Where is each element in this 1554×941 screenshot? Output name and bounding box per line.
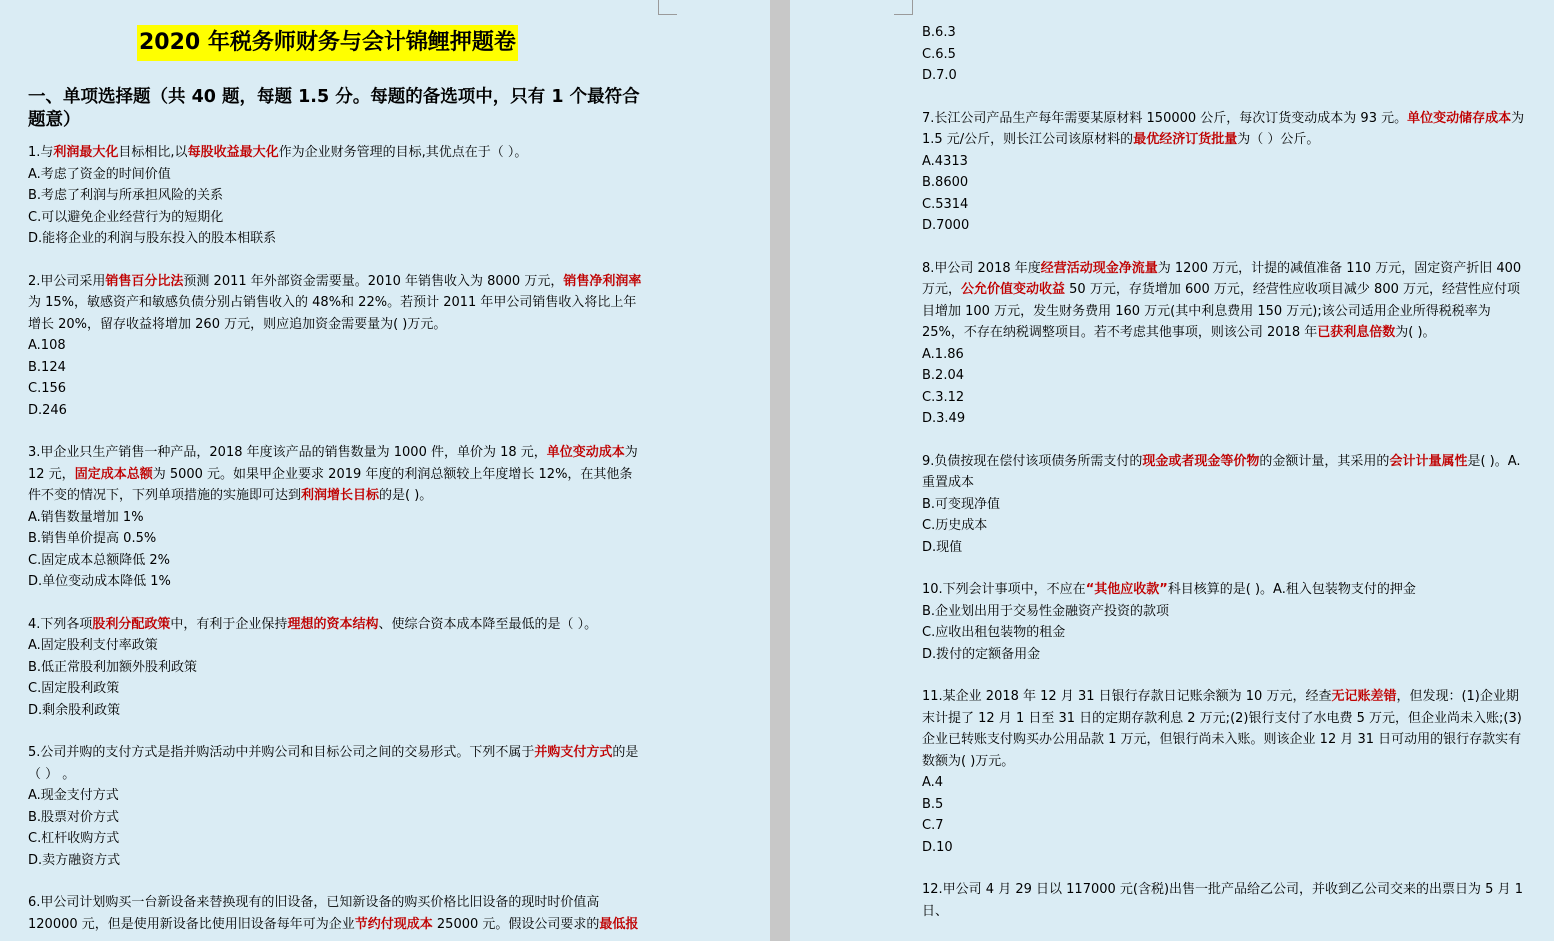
stem-text: 8.甲公司 2018 年度: [922, 260, 1041, 276]
answer-option: D.卖方融资方式: [28, 852, 121, 868]
stem-text: 中，有利于企业保持: [170, 616, 288, 632]
answer-option: C.156: [28, 381, 67, 396]
stem-text: 的金额计量，其采用的: [1259, 453, 1390, 469]
answer-option: B.企业划出用于交易性金融资产投资的款项: [922, 603, 1170, 619]
question-list-left: [28, 142, 643, 935]
stem-text: 预测 2011 年外部资金需要量。2010 年销售收入为 8000 万元，: [183, 273, 564, 289]
highlight-keyword: 单位变动储存成本: [1407, 110, 1512, 126]
answer-option: C.杠杆收购方式: [28, 831, 120, 846]
stem-text: 7.长江公司产品生产每年需要某原材料 150000 公斤，每次订货变动成本为 93 元。: [922, 110, 1408, 126]
highlight-keyword: 销售百分比法: [105, 273, 184, 289]
stem-text: 10.下列会计事项中，不应在: [922, 582, 1086, 597]
answer-option: A.销售数量增加 1%: [28, 509, 144, 525]
answer-option: D.7000: [922, 218, 970, 233]
stem-text: 的是( )。: [379, 488, 433, 503]
answer-option: C.应收出租包装物的租金: [922, 625, 1066, 640]
answer-option: A.1.86: [922, 346, 964, 362]
question-stem: [28, 892, 643, 935]
answer-option: D.3.49: [922, 411, 966, 426]
answer-option: D.单位变动成本降低 1%: [28, 574, 171, 589]
question-stem: [922, 451, 1530, 494]
question-list-right: [922, 22, 1530, 922]
stem-text: 为 1200 万元，计提的减值准备 110 万元，固定资产折旧 400 万元，: [922, 260, 1522, 297]
stem-text: 为（ ）公斤。: [1237, 132, 1320, 147]
stem-text: 为 1.5 元/公斤，则长江公司该原材料的: [922, 110, 1525, 147]
highlight-keyword: 现金或者现金等价物: [1142, 453, 1260, 469]
question-stem: [28, 271, 643, 336]
stem-text: 9.负债按现在偿付该项债务所需支付的: [922, 453, 1143, 469]
stem-text: 的是 （ ） 。: [28, 745, 639, 782]
answer-option: D.10: [922, 839, 953, 855]
highlight-keyword: “其他应收款”: [1085, 582, 1168, 597]
highlight-keyword: 无记账差错: [1331, 689, 1397, 704]
answer-option: C.7: [922, 818, 944, 833]
highlight-keyword: 单位变动成本: [546, 445, 625, 460]
highlight-keyword: 销售净利润率: [563, 273, 642, 289]
answer-option: D.现值: [922, 539, 963, 555]
highlight-keyword: 经营活动现金净流量: [1040, 260, 1158, 276]
answer-option: D.拨付的定额备用金: [922, 646, 1041, 662]
answer-option: C.6.5: [922, 46, 956, 62]
answer-option: B.可变现净值: [922, 496, 1001, 512]
answer-option: B.销售单价提高 0.5%: [28, 531, 157, 546]
answer-option: C.可以避免企业经营行为的短期化: [28, 209, 224, 225]
stem-text: 科目核算的是( )。A.租入包装物支付的押金: [1167, 582, 1416, 597]
question-stem: [922, 579, 1530, 601]
highlight-keyword: 固定成本总额: [74, 466, 153, 482]
stem-text: 3.甲企业只生产销售一种产品，2018 年度该产品的销售数量为 1000 件，单价为 18 元，: [28, 445, 547, 460]
answer-option: B.5: [922, 796, 944, 812]
answer-option: C.固定成本总额降低 2%: [28, 552, 170, 568]
highlight-keyword: 已获利息倍数: [1317, 325, 1396, 340]
highlight-keyword: 并购支付方式: [534, 745, 613, 760]
stem-text: 50 万元，存货增加 600 万元，经营性应收项目减少 800 万元，经营性应付项目增加 100 万元，发生财务费用 160 万元(其中利息费用 150 万元);该公司适用企业所得税税率为 25%，不存在纳税调整项目。若不考虑其他事项，则该公司 2018 年: [922, 282, 1520, 340]
highlight-keyword: 股利分配政策: [92, 616, 171, 632]
question-stem: [28, 442, 643, 507]
answer-option: A.现金支付方式: [28, 788, 119, 803]
stem-text: 为 5000 元。如果甲企业要求 2019 年度的利润总额较上年度增长 12%，在其他条件不变的情况下，下列单项措施的实施即可达到: [28, 466, 633, 503]
page-gutter: [770, 0, 790, 941]
stem-text: 、使综合资本成本降至最低的是（ ）。: [378, 616, 598, 632]
highlight-keyword: 公允价值变动收益: [961, 282, 1066, 297]
stem-text: 是( )。A.重置成本: [922, 453, 1521, 490]
stem-text: 12.甲公司 4 月 29 日以 117000 元(含税)出售一批产品给乙公司，并收到乙公司交来的出票日为 5 月 1 日、: [922, 882, 1523, 919]
highlight-keyword: 每股收益最大化: [187, 145, 279, 160]
answer-option: C.固定股利政策: [28, 681, 120, 696]
highlight-keyword: 会计计量属性: [1389, 453, 1468, 469]
answer-option: A.固定股利支付率政策: [28, 638, 158, 653]
stem-text: 1.与: [28, 145, 54, 160]
answer-option: A.4: [922, 775, 944, 790]
question-stem: [922, 879, 1530, 922]
document-page-right: [790, 0, 1554, 941]
answer-option: D.7.0: [922, 68, 957, 83]
answer-option: D.能将企业的利润与股东投入的股本相联系: [28, 231, 277, 246]
highlight-keyword: 利润增长目标: [301, 488, 380, 503]
crop-mark-icon: [658, 0, 677, 15]
answer-option: A.4313: [922, 153, 968, 169]
answer-option: A.108: [28, 338, 66, 353]
answer-option: A.考虑了资金的时间价值: [28, 166, 171, 182]
stem-text: 25000 元。假设公司要求的: [432, 916, 600, 932]
question-stem: [922, 108, 1530, 151]
answer-option: B.124: [28, 359, 66, 375]
question-stem: [922, 686, 1530, 772]
answer-option: C.历史成本: [922, 518, 988, 533]
highlight-keyword: 最优经济订货批量: [1133, 132, 1238, 147]
question-stem: [28, 614, 643, 636]
stem-text: 为 12 元，: [28, 445, 638, 482]
stem-text: ，但发现：(1)企业期末计提了 12 月 1 日至 31 日的定期存款利息 2 万元;(2)银行支付了水电费 5 万元，但企业尚未入账;(3)企业已转账支付购买办公用品款 1 万元，但银行尚未入账。则该企业 12 月 31 日可动用的银行存款实有数额为( )万元。: [922, 689, 1522, 769]
answer-option: C.5314: [922, 196, 969, 212]
document-title: 2020 年税务师财务与会计锦鲤押题卷: [137, 25, 518, 61]
crop-mark-icon: [894, 0, 913, 15]
document-page-left: [0, 0, 770, 941]
stem-text: 5.公司并购的支付方式是指并购活动中并购公司和目标公司之间的交易形式。下列不属于: [28, 745, 535, 760]
answer-option: B.6.3: [922, 25, 956, 40]
answer-option: B.8600: [922, 175, 969, 190]
stem-text: 作为企业财务管理的目标,其优点在于（ ）。: [278, 145, 528, 160]
stem-text: 为 15%，敏感资产和敏感负债分别占销售收入的 48%和 22%。若预计 2011 年甲公司销售收入将比上年增长 20%，留存收益将增加 260 万元，则应追加资金需要量为( )万元。: [28, 295, 637, 332]
highlight-keyword: 理想的资本结构: [287, 616, 379, 632]
stem-text: 4.下列各项: [28, 616, 93, 632]
answer-option: B.2.04: [922, 368, 964, 383]
answer-option: B.考虑了利润与所承担风险的关系: [28, 188, 224, 203]
answer-option: D.剩余股利政策: [28, 702, 121, 718]
question-stem: [28, 142, 643, 164]
highlight-keyword: 最低报: [599, 916, 639, 932]
question-stem: [28, 742, 643, 785]
answer-option: D.246: [28, 402, 67, 418]
question-stem: [922, 258, 1530, 344]
answer-option: B.股票对价方式: [28, 809, 120, 825]
answer-option: B.低正常股利加额外股利政策: [28, 659, 198, 675]
highlight-keyword: 节约付现成本: [354, 916, 433, 932]
stem-text: 目标相比,以: [118, 145, 188, 160]
stem-text: 11.某企业 2018 年 12 月 31 日银行存款日记账余额为 10 万元，经查: [922, 689, 1332, 704]
stem-text: 6.甲公司计划购买一台新设备来替换现有的旧设备，已知新设备的购买价格比旧设备的现时时价值高 120000 元，但是使用新设备比使用旧设备每年可为企业: [28, 895, 600, 932]
stem-text: 为( )。: [1395, 325, 1436, 340]
answer-option: C.3.12: [922, 389, 965, 405]
section-heading: 一、单项选择题（共 40 题，每题 1.5 分。每题的备选项中，只有 1 个最符合题意）: [28, 87, 640, 130]
stem-text: 2.甲公司采用: [28, 273, 106, 289]
highlight-keyword: 利润最大化: [53, 145, 119, 160]
